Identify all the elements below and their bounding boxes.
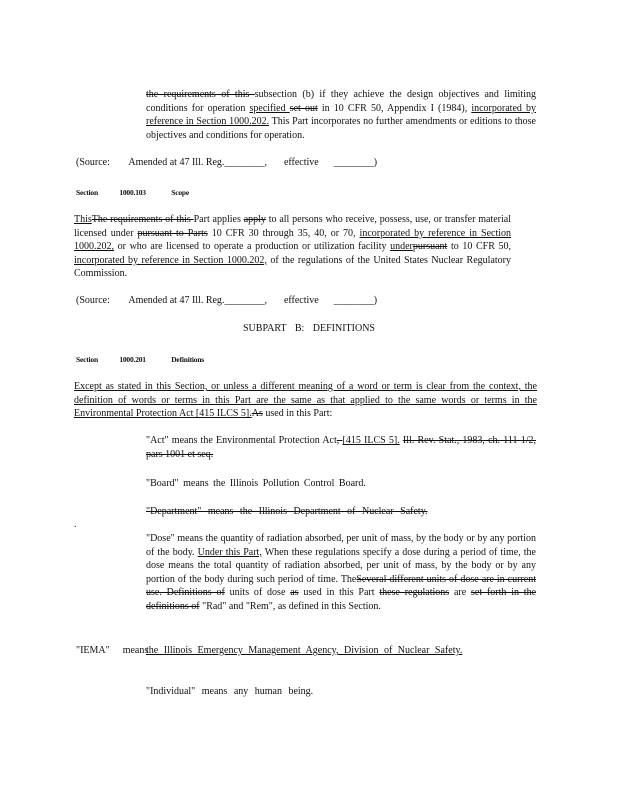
source-note-1: (Source: Amended at 47 Ill. Reg.________, effective ________) — [76, 157, 378, 168]
definition-board: "Board" means the Illinois Pollution Control Board. — [146, 478, 366, 489]
definition-individual: "Individual" means any human being. — [146, 686, 314, 697]
p2-run-7-inserted: incorporated by reference in Section 1000.202, — [74, 227, 512, 253]
p2-run-6: 10 CFR 30 through 35, 40, or 70, — [207, 227, 360, 239]
def_dose-run-7-deleted: these regulations — [379, 587, 450, 599]
def_dose-run-9-deleted: set forth in the definitions of — [146, 587, 537, 612]
p3-run-2: used in this Part: — [262, 408, 333, 420]
p3-run-1-deleted: As — [251, 408, 263, 420]
p2-run-13: of the regulations of the United States Nuclear Regulatory Commission. — [74, 254, 511, 280]
p1-run-3-deleted: set out — [289, 102, 318, 114]
p3-run-0-inserted: Except as stated in this Section, or unless a different meaning of a word or term is clear from the context, the definition of words or terms in this Part are the same as that applied to the same words or terms in the Environmental Protection Act [415 ILCS 5]. — [74, 381, 537, 420]
def_dose-run-6: used in this Part — [298, 587, 380, 599]
definition-act — [146, 434, 536, 461]
def_dose-run-8: are — [449, 587, 472, 599]
def_dose-run-5-deleted: as — [290, 587, 299, 599]
paragraph-definitions-intro — [74, 380, 537, 421]
p2-run-1-deleted: The requirements of this — [91, 214, 194, 225]
p2-run-11: to 10 CFR 50, — [447, 241, 511, 253]
p2-run-0-inserted: This — [74, 214, 92, 225]
p1-run-2-inserted: specified — [249, 102, 290, 114]
def_dose-run-3-deleted: Several different units of dose are in current use. Definitions of — [146, 573, 536, 599]
p2-run-4: to all persons who receive, possess, use, or transfer material licensed under — [74, 214, 511, 239]
p2-run-12-inserted: incorporated by reference in Section 1000.202, — [74, 254, 267, 266]
def_act-run-0: "Act" means the Environmental Protection Act — [146, 435, 337, 446]
source-note-2: (Source: Amended at 47 Ill. Reg.________, effective ________) — [76, 295, 378, 306]
p2-run-8: or who are licensed to operate a production or utilization facility — [114, 241, 391, 253]
p2-run-3-deleted: apply — [243, 214, 266, 225]
definition-iema: "IEMA" means — [76, 645, 149, 656]
definition-department: "Department" means the Illinois Department of Nuclear Safety. — [146, 506, 428, 517]
paragraph-design-objectives — [146, 88, 536, 142]
def_dose-run-0: "Dose" means the quantity of radiation absorbed, per unit of mass, by the body or by any portion of the body. — [146, 533, 536, 558]
section-heading-scope: Section 1000.103 Scope — [76, 188, 189, 197]
def_dose-run-1-inserted: Under this Part, — [197, 546, 262, 558]
stray-mark: . — [74, 519, 77, 530]
p1-run-5-inserted: incorporated by reference in Section 1000.202. — [146, 102, 537, 128]
p1-run-0-deleted: the requirements of this — [146, 89, 255, 100]
p1-run-4: in 10 CFR 50, Appendix I (1984), — [317, 102, 472, 114]
def_dose-run-4: units of dose — [224, 587, 291, 599]
p1-run-1: subsection (b) if they achieve the design objectives and limiting conditions for operation — [146, 89, 536, 114]
def_dose-run-10: "Rad" and "Rem", as defined in this Section. — [199, 600, 381, 612]
subpart-heading: SUBPART B: DEFINITIONS — [243, 323, 375, 334]
p2-run-10-deleted: pursuant — [412, 241, 448, 253]
p2-run-2: Part applies — [193, 214, 244, 225]
definition-dose — [146, 532, 536, 614]
p2-run-9-inserted: under — [390, 241, 413, 253]
paragraph-scope — [74, 213, 511, 281]
def_act-run-2-inserted: [415 ILCS 5]. — [342, 435, 400, 446]
definition-iema-text: the Illinois Emergency Management Agency, Division of Nuclear Safety. — [146, 645, 463, 656]
def_act-run-4-deleted: Ill. Rev. Stat., 1983, ch. 111 1/2, pars 1001 et seq. — [146, 435, 536, 460]
def_act-run-1-deleted: , — [336, 435, 343, 446]
p2-run-5-deleted: pursuant to Parts — [137, 227, 208, 239]
p1-run-6: This Part incorporates no further amendments or editions to those objectives and conditions for operation. — [146, 116, 536, 141]
section-heading-definitions: Section 1000.201 Definitions — [76, 355, 205, 364]
def_dose-run-2: When these regulations specify a dose during a period of time, the dose means the total quantity of radiation absorbed, per unit of mass, by the body or by any portion of the body during such period of time. The — [146, 546, 536, 585]
